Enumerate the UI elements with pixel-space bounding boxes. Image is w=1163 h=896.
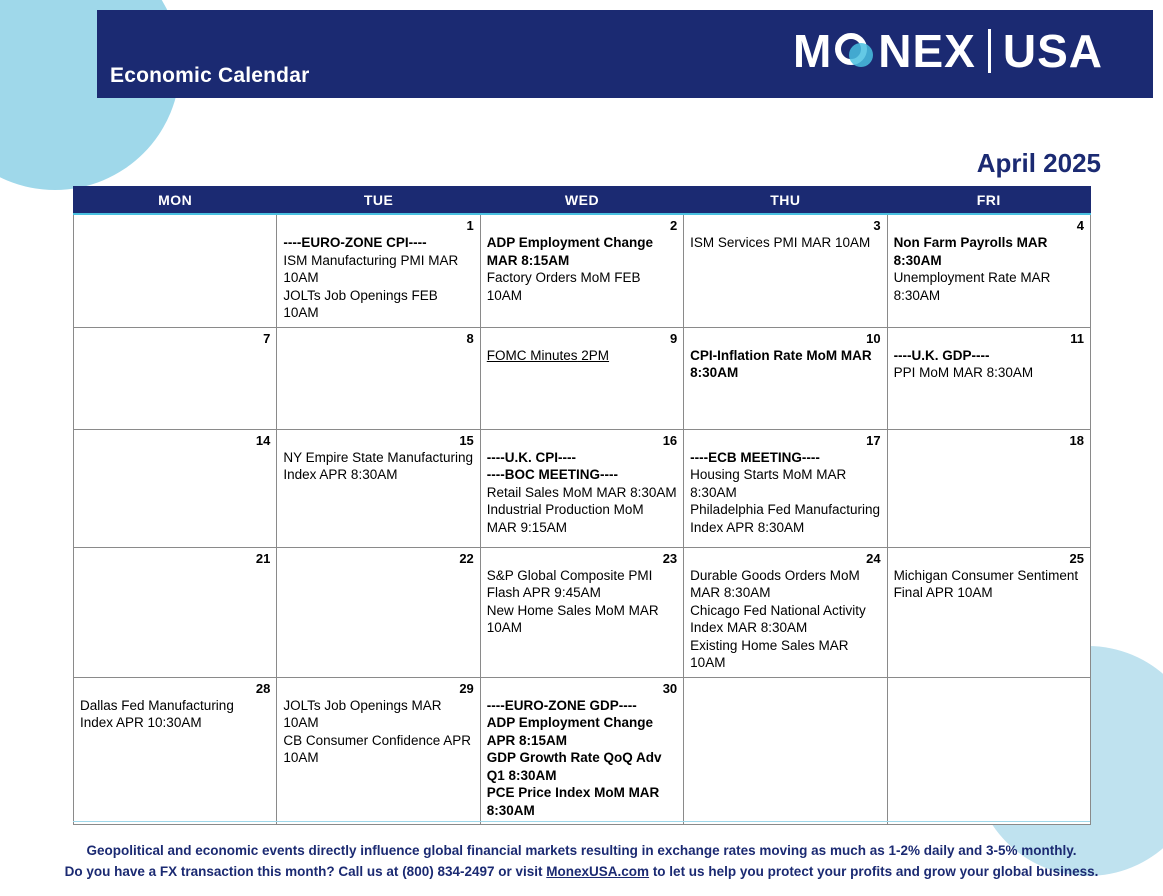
calendar-event-label: ISM Services PMI MAR 10AM (690, 235, 871, 250)
calendar-day-cell[interactable] (74, 327, 277, 429)
day-number: 24 (866, 550, 881, 566)
day-events (487, 567, 677, 637)
day-number: 1 (466, 218, 474, 233)
calendar-day-cell[interactable] (74, 547, 277, 677)
calendar-day-cell[interactable] (480, 214, 683, 327)
weekday-header-tue: TUE (277, 187, 480, 215)
day-events (283, 234, 473, 322)
calendar-event-label: New Home Sales MoM MAR 10AM (486, 602, 659, 635)
calendar-event-label: ----ECB MEETING---- (690, 449, 820, 465)
day-events (690, 234, 880, 252)
phone-number-link[interactable]: (800) 834-2497 (402, 864, 495, 879)
calendar-empty-cell (74, 214, 277, 327)
footer-text-after-link: to let us help you protect your profits and grow your global business. (649, 864, 1099, 879)
calendar-event (80, 697, 270, 732)
day-number: 23 (662, 550, 678, 566)
calendar-event-label: ADP Employment Change APR 8:15AM (486, 715, 654, 748)
calendar-event (283, 234, 473, 252)
calendar-day-cell[interactable] (480, 327, 683, 429)
day-number: 18 (1069, 432, 1084, 448)
calendar-day-cell[interactable] (887, 214, 1090, 327)
calendar-event (690, 347, 880, 382)
footer-text-between: or visit (494, 864, 547, 879)
calendar-event-label: ----U.K. CPI---- (486, 449, 577, 465)
page-title: Economic Calendar (110, 64, 310, 87)
calendar-event (690, 567, 880, 602)
calendar-body (74, 214, 1091, 825)
calendar-header-row (74, 187, 1091, 215)
calendar-event-label: Industrial Production MoM MAR 9:15AM (486, 502, 644, 535)
calendar-event-label: PCE Price Index MoM MAR 8:30AM (486, 785, 660, 818)
calendar-day-cell[interactable] (277, 547, 480, 677)
calendar-event (894, 347, 1084, 365)
calendar-event-label: FOMC Minutes (486, 347, 578, 363)
footer-text-before-phone: Do you have a FX transaction this month? Call us at (64, 864, 403, 879)
calendar-event (283, 252, 473, 287)
calendar-event (487, 269, 677, 304)
calendar-event-label: Housing Starts MoM MAR 8:30AM (690, 467, 847, 500)
calendar-event (487, 714, 677, 749)
calendar-day-cell[interactable] (887, 547, 1090, 677)
calendar-event-label: Chicago Fed National Activity Index MAR 8:30AM (690, 602, 866, 635)
day-number: 30 (662, 680, 678, 696)
weekday-header-thu: THU (684, 187, 887, 215)
day-number: 22 (459, 550, 474, 566)
day-number: 29 (459, 680, 474, 696)
calendar-day-cell[interactable] (277, 677, 480, 825)
calendar-event (283, 287, 473, 322)
calendar-week-row (74, 547, 1091, 677)
calendar-event-label: ----EURO-ZONE GDP---- (486, 697, 637, 713)
day-events (487, 449, 677, 537)
day-events (894, 234, 1084, 304)
calendar-event-label: JOLTs Job Openings MAR 10AM (283, 697, 442, 730)
calendar-day-cell[interactable] (74, 677, 277, 825)
calendar-event-label: S&P Global Composite PMI Flash APR 9:45AM (486, 567, 653, 600)
logo-letter-m: M (792, 25, 833, 77)
day-number: 16 (662, 432, 678, 448)
calendar-day-cell[interactable] (684, 429, 887, 547)
monex-usa-logo (792, 25, 1103, 77)
calendar-event (487, 749, 677, 784)
calendar-event (487, 484, 677, 502)
calendar-empty-cell (887, 677, 1090, 825)
calendar-event-label: JOLTs Job Openings FEB 10AM (283, 287, 438, 320)
calendar-event-label: Philadelphia Fed Manufacturing Index APR 8:30AM (690, 502, 881, 535)
calendar-event-label: Unemployment Rate MAR 8:30AM (893, 270, 1051, 303)
month-title: April 2025 (976, 148, 1101, 178)
calendar-empty-cell (684, 677, 887, 825)
footer-line-2 (0, 861, 1163, 882)
calendar-event-label: Factory Orders MoM FEB 10AM (486, 270, 641, 303)
day-number: 21 (255, 550, 271, 566)
day-number: 2 (669, 218, 678, 233)
calendar-event (487, 602, 677, 637)
calendar-day-cell[interactable] (684, 327, 887, 429)
day-number: 15 (459, 432, 474, 448)
footer-disclaimer (0, 840, 1163, 882)
weekday-header-wed: WED (480, 187, 683, 215)
day-number: 8 (466, 330, 474, 346)
logo-letters-nex: NEX (878, 25, 976, 77)
footer-divider (73, 821, 1090, 822)
calendar-event (487, 501, 677, 536)
day-events (283, 449, 473, 484)
calendar-day-cell[interactable] (684, 547, 887, 677)
day-events (487, 347, 677, 365)
calendar-event (487, 784, 677, 819)
day-events (690, 567, 880, 672)
calendar-event-label: Dallas Fed Manufacturing Index APR 10:30AM (80, 697, 234, 730)
logo-usa-text: USA (1002, 25, 1103, 77)
calendar-event (487, 567, 677, 602)
day-number: 9 (669, 330, 678, 346)
day-events (487, 234, 677, 304)
day-number: 11 (1070, 330, 1084, 346)
calendar-event (283, 449, 473, 484)
calendar-event-label: ----U.K. GDP---- (893, 347, 990, 363)
calendar-event-label: CPI-Inflation Rate MoM MAR 8:30AM (690, 347, 872, 380)
website-link[interactable]: MonexUSA.com (546, 864, 650, 879)
footer-line-1: Geopolitical and economic events directly influence global financial markets resulting in exchange rates moving as much as 1-2% daily and 3-5% monthly. (86, 843, 1077, 858)
calendar-event (283, 697, 473, 732)
calendar-event (690, 466, 880, 501)
calendar-day-cell[interactable] (74, 429, 277, 547)
economic-calendar-table (73, 186, 1091, 825)
calendar-event (690, 449, 880, 467)
calendar-day-cell[interactable] (887, 429, 1090, 547)
day-number: 3 (873, 218, 881, 233)
calendar-event (487, 449, 677, 467)
calendar-event (690, 637, 880, 672)
day-number: 7 (263, 330, 271, 346)
day-events (894, 347, 1084, 382)
day-events (894, 567, 1084, 602)
day-number: 17 (866, 432, 881, 448)
calendar-week-row (74, 214, 1091, 327)
day-number: 14 (255, 432, 271, 448)
calendar-event (487, 697, 677, 715)
logo-monex-text (792, 25, 976, 77)
calendar-event (487, 234, 677, 269)
calendar-event-label: Durable Goods Orders MoM MAR 8:30AM (690, 567, 860, 600)
day-events (690, 449, 880, 537)
calendar-event (283, 732, 473, 767)
calendar-event-label: Non Farm Payrolls MAR 8:30AM (893, 235, 1048, 268)
day-number: 25 (1069, 550, 1084, 566)
day-number: 4 (1076, 218, 1084, 233)
calendar-event-label: Michigan Consumer Sentiment Final APR 10AM (893, 567, 1079, 600)
calendar-event-label: GDP Growth Rate QoQ Adv Q1 8:30AM (486, 750, 662, 783)
day-events (487, 697, 677, 820)
day-events (80, 697, 270, 732)
calendar-event (894, 364, 1084, 382)
calendar-event-label: ISM Manufacturing PMI MAR 10AM (283, 252, 459, 285)
calendar-event (894, 234, 1084, 269)
calendar-day-cell[interactable] (277, 429, 480, 547)
calendar-event (690, 234, 880, 252)
calendar-event-time: 2PM (577, 347, 610, 363)
day-events (690, 347, 880, 382)
calendar-week-row (74, 429, 1091, 547)
day-number: 10 (866, 330, 881, 346)
calendar-event (487, 466, 677, 484)
calendar-event (894, 269, 1084, 304)
calendar-day-cell[interactable] (684, 214, 887, 327)
calendar-day-cell[interactable] (480, 547, 683, 677)
calendar-day-cell[interactable] (277, 327, 480, 429)
calendar-event-label: ----EURO-ZONE CPI---- (283, 235, 427, 250)
calendar-day-cell[interactable] (480, 429, 683, 547)
calendar-event (690, 501, 880, 536)
calendar-event-label: ----BOC MEETING---- (486, 467, 618, 482)
calendar-event-label: PPI MoM MAR 8:30AM (893, 365, 1034, 380)
weekday-header-mon: MON (74, 187, 277, 215)
weekday-header-fri: FRI (887, 187, 1090, 215)
calendar-event-label: ADP Employment Change MAR 8:15AM (486, 235, 654, 268)
logo-divider (988, 29, 991, 73)
calendar-day-cell[interactable] (887, 327, 1090, 429)
calendar-event (487, 347, 677, 365)
calendar-event-label: CB Consumer Confidence APR 10AM (283, 732, 471, 765)
calendar-event (894, 567, 1084, 602)
calendar-day-cell[interactable] (277, 214, 480, 327)
calendar-event-label: Retail Sales MoM MAR 8:30AM (486, 484, 677, 500)
day-events (283, 697, 473, 767)
calendar-week-row (74, 677, 1091, 825)
day-number: 28 (255, 680, 271, 696)
logo-circle-icon (833, 29, 877, 73)
calendar-event-label: NY Empire State Manufacturing Index APR 8:30AM (283, 449, 473, 482)
calendar-week-row (74, 327, 1091, 429)
calendar-day-cell[interactable] (480, 677, 683, 825)
calendar-event (690, 602, 880, 637)
calendar-event-label: Existing Home Sales MAR 10AM (690, 637, 849, 670)
